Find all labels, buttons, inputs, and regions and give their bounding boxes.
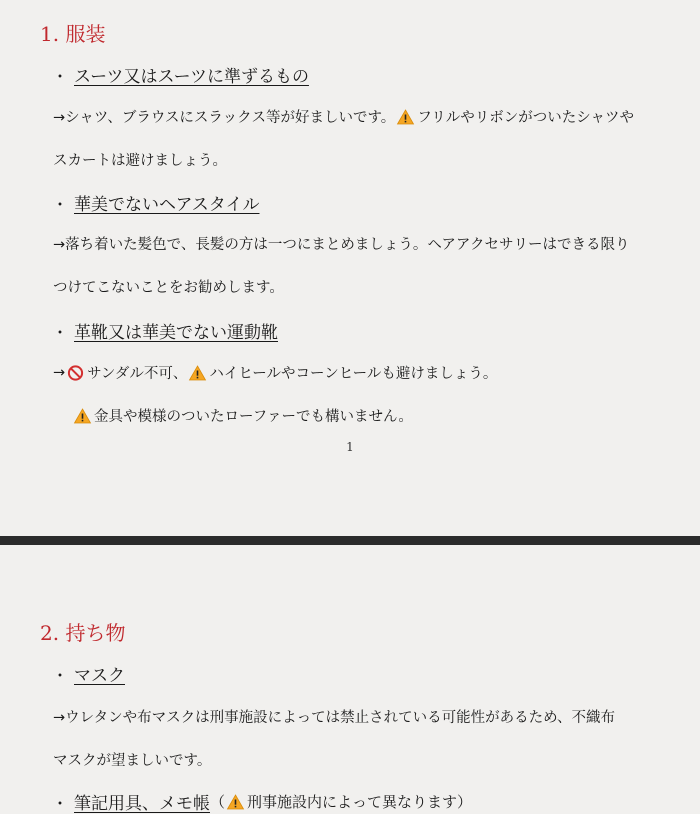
item-title-mask: マスク xyxy=(74,666,125,686)
page-separator xyxy=(0,536,700,545)
text-segment: フリルやリボンがついたシャツや xyxy=(417,110,634,126)
text-segment: → xyxy=(53,364,66,381)
text-segment: ハイヒールやコーンヒールも避けましょう。 xyxy=(209,366,498,382)
text-line xyxy=(53,106,634,127)
text-segment: →シャツ、ブラウスにスラックス等が好ましいです。 xyxy=(53,110,396,126)
item-title-shoes: 革靴又は華美でない運動靴 xyxy=(74,323,278,343)
item-title-suit: スーツ又はスーツに準ずるもの xyxy=(74,67,309,87)
text-segment: 金具や模様のついたローファーでも構いません。 xyxy=(94,409,413,425)
text-segment: つけてこないことをお勧めします。 xyxy=(53,280,284,296)
prohibited-icon xyxy=(67,365,84,381)
text-segment: マスクが望ましいです。 xyxy=(53,753,212,769)
bullet-marker: ・ xyxy=(52,323,69,342)
warning-icon xyxy=(227,794,244,810)
text-line xyxy=(53,149,227,170)
text-segment: →ウレタンや布マスクは刑事施設によっては禁止されている可能性があるため、不織布 xyxy=(53,710,615,726)
item-title-stationery: 筆記用具、メモ帳 xyxy=(74,794,210,814)
text-line xyxy=(53,706,615,727)
item-title-hairstyle: 華美でないヘアスタイル xyxy=(74,195,260,215)
bullet-marker: ・ xyxy=(52,195,69,214)
text-segment: サンダル不可、 xyxy=(87,366,188,382)
section-title-clothing: 1. 服装 xyxy=(40,22,106,46)
text-line xyxy=(53,276,284,297)
bullet-marker: ・ xyxy=(52,67,69,86)
item-title-stationery-row xyxy=(74,789,472,814)
note-text: 刑事施設内によって異なります） xyxy=(247,793,473,811)
warning-icon xyxy=(397,109,414,125)
text-segment: →落ち着いた髪色で、長髪の方は一つにまとめましょう。ヘアアクセサリーはできる限り xyxy=(53,237,630,253)
section-title-belongings: 2. 持ち物 xyxy=(40,621,126,645)
text-line xyxy=(53,749,211,770)
text-segment: スカートは避けましょう。 xyxy=(53,153,227,169)
note-open-paren: （ xyxy=(210,793,226,811)
text-line xyxy=(53,362,497,383)
bullet-marker: ・ xyxy=(52,794,69,813)
text-line xyxy=(72,405,413,426)
text-line xyxy=(53,233,630,254)
warning-icon xyxy=(189,365,206,381)
document-page-2 xyxy=(0,545,700,814)
page-number: 1 xyxy=(346,440,354,454)
bullet-marker: ・ xyxy=(52,666,69,685)
warning-icon xyxy=(74,408,91,424)
